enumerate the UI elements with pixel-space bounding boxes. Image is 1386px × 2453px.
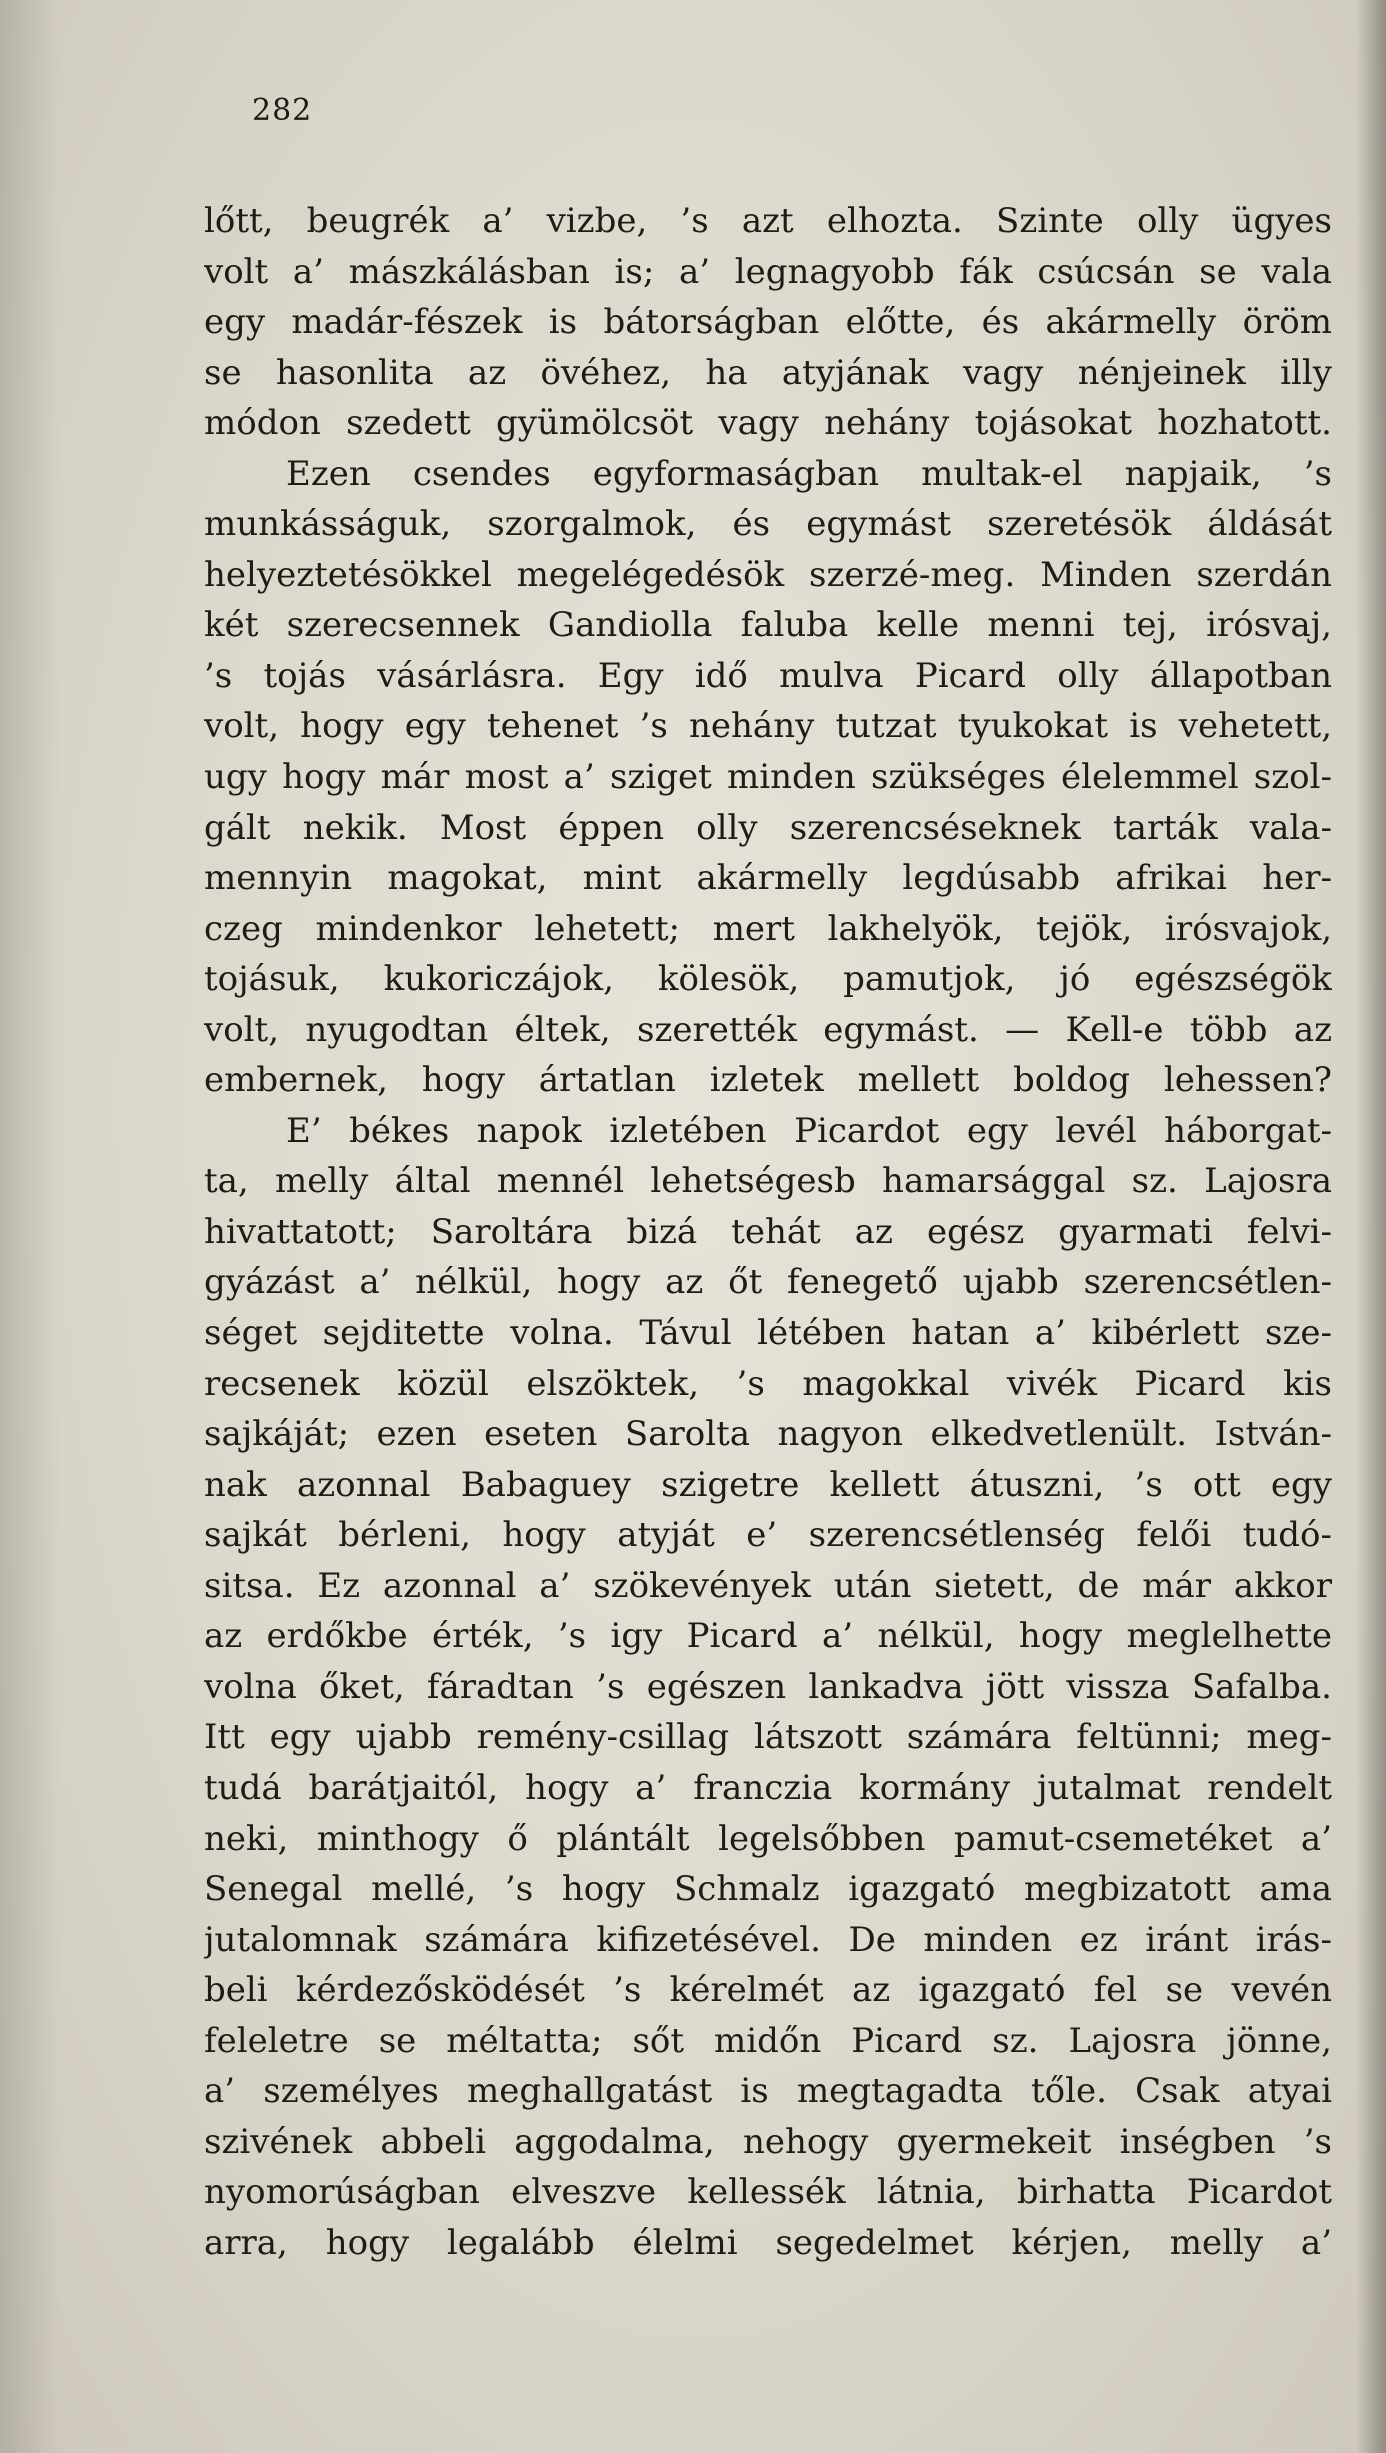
text-line: sajkát bérleni, hogy atyját e’ szerencsétlenség felői tudó-	[204, 1515, 1332, 1556]
text-line: nak azonnal Babaguey szigetre kellett átuszni, ’s ott egy	[204, 1464, 1332, 1505]
text-line: arra, hogy legalább élelmi segedelmet kérjen, melly a’	[204, 2222, 1332, 2263]
text-line: sitsa. Ez azonnal a’ szökevények után sietett, de már akkor	[204, 1565, 1332, 1606]
text-line: volt, hogy egy tehenet ’s nehány tutzat tyukokat is vehetett,	[204, 706, 1332, 747]
text-line: ta, melly által mennél lehetségesb hamarsággal sz. Lajosra	[204, 1161, 1332, 1202]
text-line: két szerecsennek Gandiolla faluba kelle menni tej, irósvaj,	[204, 605, 1332, 646]
text-line: E’ békes napok izletében Picardot egy levél háborgat-	[286, 1110, 1332, 1151]
text-line: jutalomnak számára kifizetésével. De minden ez iránt irás-	[204, 1919, 1332, 1960]
text-line: feleletre se méltatta; sőt midőn Picard sz. Lajosra jönne,	[204, 2020, 1332, 2061]
text-line: volna őket, fáradtan ’s egészen lankadva jött vissza Safalba.	[204, 1666, 1332, 1707]
text-line: volt, nyugodtan éltek, szerették egymást. — Kell-e több az	[204, 1009, 1332, 1050]
body-text	[204, 196, 1332, 2268]
text-line: módon szedett gyümölcsöt vagy nehány tojásokat hozhatott.	[204, 403, 1332, 444]
text-line: Senegal mellé, ’s hogy Schmalz igazgató megbizatott ama	[204, 1869, 1332, 1910]
text-line: munkásságuk, szorgalmok, és egymást szeretésök áldását	[204, 504, 1332, 545]
text-line: ugy hogy már most a’ sziget minden szükséges élelemmel szol-	[204, 757, 1332, 798]
text-line: nyomorúságban elveszve kellessék látnia, birhatta Picardot	[204, 2172, 1332, 2213]
text-line: helyeztetésökkel megelégedésök szerzé-meg. Minden szerdán	[204, 554, 1332, 595]
text-line: gyázást a’ nélkül, hogy az őt fenegető ujabb szerencsétlen-	[204, 1262, 1332, 1303]
text-line: az erdőkbe érték, ’s igy Picard a’ nélkül, hogy meglelhette	[204, 1616, 1332, 1657]
page-number: 282	[252, 93, 313, 128]
text-line: se hasonlita az övéhez, ha atyjának vagy nénjeinek illy	[204, 352, 1332, 393]
text-line: Ezen csendes egyformaságban multak-el napjaik, ’s	[286, 453, 1332, 494]
text-line: ’s tojás vásárlásra. Egy idő mulva Picard olly állapotban	[204, 655, 1332, 696]
text-line: beli kérdezősködését ’s kérelmét az igazgató fel se vevén	[204, 1970, 1332, 2011]
text-line: volt a’ mászkálásban is; a’ legnagyobb fák csúcsán se vala	[204, 251, 1332, 292]
text-line: czeg mindenkor lehetett; mert lakhelyök, tejök, irósvajok,	[204, 908, 1332, 949]
text-line: tudá barátjaitól, hogy a’ franczia kormány jutalmat rendelt	[204, 1767, 1332, 1808]
text-line: egy madár-fészek is bátorságban előtte, és akármelly öröm	[204, 302, 1332, 343]
text-line: neki, minthogy ő plántált legelsőbben pamut-csemetéket a’	[204, 1818, 1332, 1859]
text-line: tojásuk, kukoriczájok, kölesök, pamutjok, jó egészségök	[204, 959, 1332, 1000]
text-line: recsenek közül elszöktek, ’s magokkal vivék Picard kis	[204, 1363, 1332, 1404]
text-line: séget sejditette volna. Távul létében hatan a’ kibérlett sze-	[204, 1313, 1332, 1354]
text-line: Itt egy ujabb remény-csillag látszott számára feltünni; meg-	[204, 1717, 1332, 1758]
text-line: szivének abbeli aggodalma, nehogy gyermekeit inségben ’s	[204, 2121, 1332, 2162]
text-line: gált nekik. Most éppen olly szerencséseknek tarták vala-	[204, 807, 1332, 848]
text-line: mennyin magokat, mint akármelly legdúsabb afrikai her-	[204, 858, 1332, 899]
text-line: lőtt, beugrék a’ vizbe, ’s azt elhozta. Szinte olly ügyes	[204, 201, 1332, 241]
text-line: sajkáját; ezen eseten Sarolta nagyon elkedvetlenült. István-	[204, 1414, 1332, 1455]
text-line: a’ személyes meghallgatást is megtagadta tőle. Csak atyai	[204, 2071, 1332, 2112]
text-line: embernek, hogy ártatlan izletek mellett boldog lehessen?	[204, 1060, 1332, 1101]
text-line: hivattatott; Saroltára bizá tehát az egész gyarmati felvi-	[204, 1211, 1332, 1252]
